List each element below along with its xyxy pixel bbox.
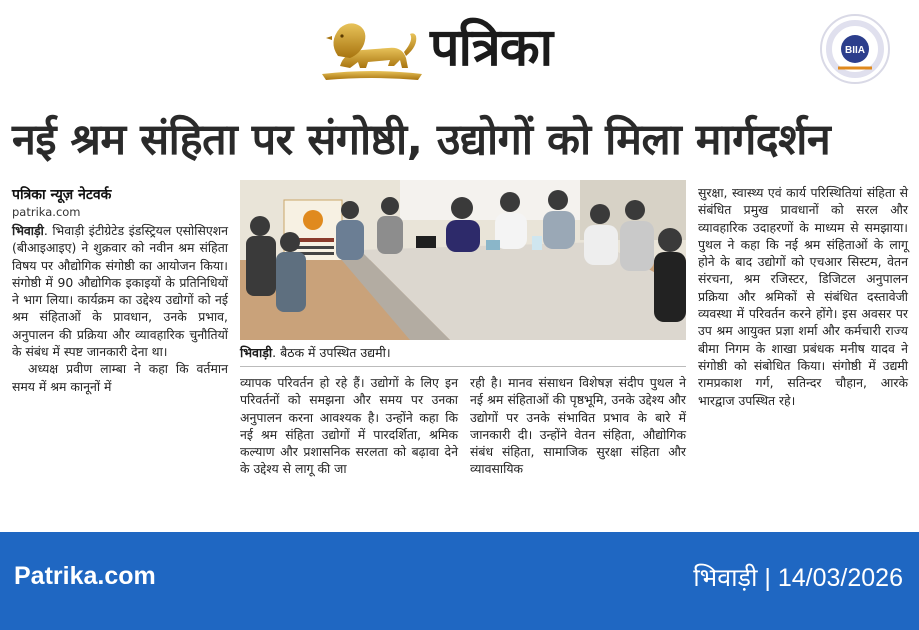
biia-logo-icon: [818, 12, 892, 86]
paragraph-intro: भिवाड़ी. भिवाड़ी इंटीग्रेटेड इंडस्ट्रियल एसोसिएशन (बीआइआइए) ने शुक्रवार को नवीन श्रम संहिता विषय पर औद्योगिक संगोष्ठी का आयोजन किया। संगोष्ठी में 90 औद्योगिक इकाइयों के प्रतिनिधियों ने भाग लिया। कार्यक्रम का उद्देश्य उद्योगों को नई श्रम संहिताओं के प्रावधान, उनके प्रभाव, अनुपालन की प्रक्रिया और व्यावहारिक चुनौतियों के संबंध में स्पष्ट जानकारी देना था।: [12, 223, 228, 360]
paragraph-column-3: रही है। मानव संसाधन विशेषज्ञ संदीप पुथल ने नई श्रम संहिताओं की पृष्ठभूमि, उनके उद्देश्य और उद्योगों पर उनके संभावित प्रभाव के बारे में जानकारी दी। उन्होंने वेतन संहिता, औद्योगिक संबंध संहिता, सामाजिक सुरक्षा संहिता और व्यावसायिक: [470, 375, 686, 477]
photo-caption: [240, 344, 686, 367]
meeting-photo: [240, 180, 686, 340]
article-column-3: [470, 374, 686, 478]
caption-text: . बैठक में उपस्थित उद्यमी।: [272, 345, 391, 360]
article-column-2: [240, 374, 458, 478]
lion-emblem-icon: [318, 16, 426, 82]
headline: नई श्रम संहिता पर संगोष्ठी, उद्योगों को मिला मार्गदर्शन: [12, 115, 831, 165]
masthead: [0, 0, 919, 98]
paragraph-column-2: व्यापक परिवर्तन हो रहे हैं। उद्योगों के लिए इन परिवर्तनों को समझना और समय पर उनका अनुपालन करना आवश्यक है। उन्होंने कहा कि नई श्रम संहिता उद्योगों में पारदर्शिता, श्रमिक कल्याण और प्रशासनिक सरलता को बढ़ावा देने के उद्देश्य से लागू की जा: [240, 375, 458, 477]
caption-place: भिवाड़ी: [240, 345, 273, 360]
newspaper-name: पत्रिका: [430, 18, 553, 78]
article-column-1: [12, 186, 228, 395]
footer-location-date: भिवाड़ी | 14/03/2026: [693, 564, 903, 592]
footer-site: Patrika.com: [14, 562, 156, 590]
paragraph-president: अध्यक्ष प्रवीण लाम्बा ने कहा कि वर्तमान समय में श्रम कानूनों में: [12, 361, 228, 394]
article-column-4: [698, 184, 908, 409]
footer-bar: [0, 532, 919, 630]
byline: पत्रिका न्यूज़ नेटवर्क: [12, 187, 112, 203]
dateline: भिवाड़ी: [12, 223, 44, 238]
paragraph-column-4: सुरक्षा, स्वास्थ्य एवं कार्य परिस्थितियां संहिता से संबंधित प्रमुख प्रावधानों को सरल और व्यावहारिक उदाहरणों के माध्यम से समझाया। पुथल ने कहा कि नई श्रम संहिताओं के लागू होने के बाद उद्योगों को एचआर सिस्टम, वेतन संरचना, श्रम रजिस्टर, डिजिटल अनुपालन प्रक्रिया और श्रमिकों से संबंधित दस्तावेजी व्यवस्था में परिवर्तन करने होंगे। इस अवसर पर उप श्रम आयुक्त प्रज्ञा शर्मा और कर्मचारी राज्य बीमा निगम के शाखा प्रबंधक मनीष यादव ने संगोष्ठी को संबोधित किया। संगोष्ठी में उद्यमी रामप्रकाश गर्ग, सतिन्दर चौहान, आरके भारद्वाज उपस्थित रहे।: [698, 185, 908, 408]
byline-site: patrika.com: [12, 205, 81, 219]
svg-text:BIIA: BIIA: [845, 45, 865, 56]
